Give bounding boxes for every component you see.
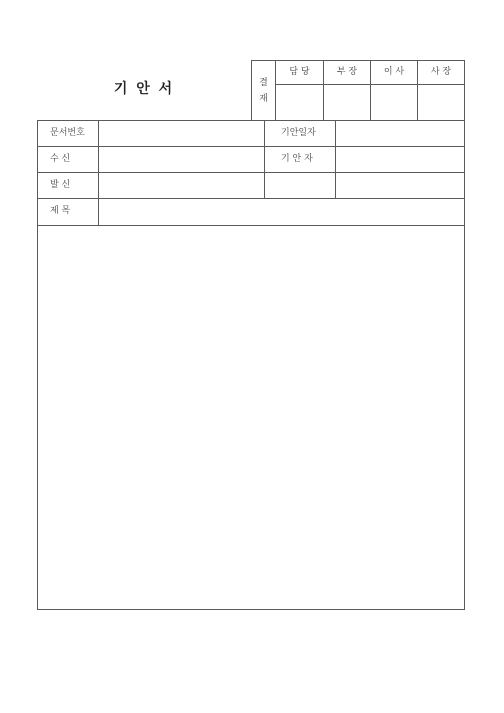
drafter-field[interactable] <box>336 147 464 172</box>
body-content-area[interactable] <box>38 226 464 609</box>
subject-field[interactable] <box>99 199 464 225</box>
approval-label-top: 결 <box>259 78 268 88</box>
label-draft-date: 기안일자 <box>281 128 316 138</box>
approval-col-dept-head: 부 장 <box>336 67 358 77</box>
approval-col-director: 이 사 <box>383 67 405 77</box>
approval-sign-dept-head[interactable] <box>324 85 370 120</box>
document-title: 기 안 서 <box>113 81 175 97</box>
recipient-field[interactable] <box>99 147 264 172</box>
approval-label-bottom: 재 <box>259 94 268 104</box>
extra-label-field[interactable] <box>265 173 335 198</box>
approval-col-president: 사 장 <box>430 67 452 77</box>
approval-right-border <box>464 60 465 120</box>
draft-date-field[interactable] <box>336 121 464 146</box>
extra-value-field[interactable] <box>336 173 464 198</box>
approval-sign-manager[interactable] <box>276 85 323 120</box>
label-recipient: 수 신 <box>50 154 71 164</box>
sender-field[interactable] <box>99 173 264 198</box>
doc-number-field[interactable] <box>99 121 264 146</box>
approval-sign-president[interactable] <box>418 85 464 120</box>
form-right-border <box>464 120 465 610</box>
label-doc-number: 문서번호 <box>50 128 85 138</box>
label-drafter: 기 안 자 <box>281 154 313 164</box>
approval-col-manager: 담 당 <box>289 67 310 77</box>
label-subject: 제 목 <box>50 206 71 216</box>
label-sender: 발 신 <box>50 180 71 190</box>
approval-top-border <box>251 60 465 61</box>
form-bottom-border <box>37 609 465 610</box>
approval-left-border <box>251 60 252 120</box>
approval-sign-director[interactable] <box>371 85 417 120</box>
